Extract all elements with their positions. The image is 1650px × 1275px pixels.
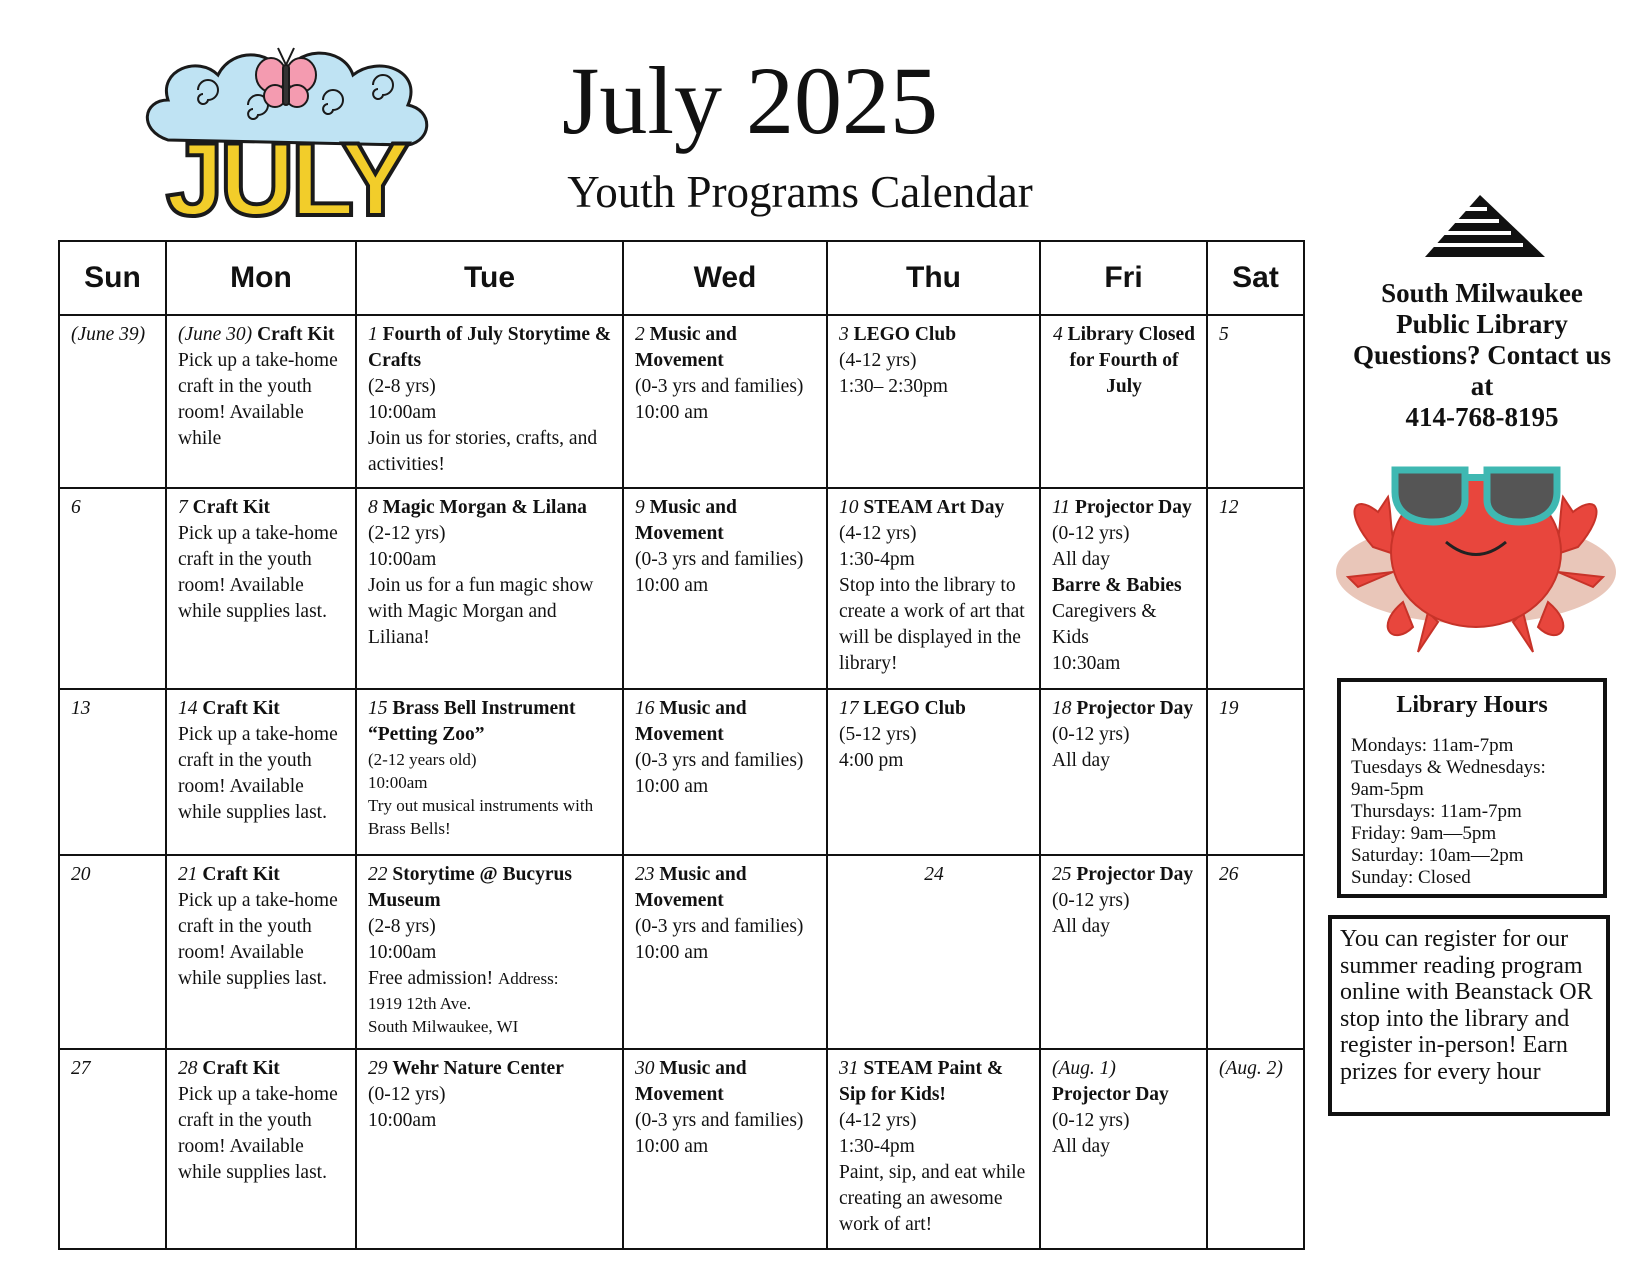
- weekday-header: Mon: [166, 241, 356, 315]
- day-cell: [623, 689, 827, 855]
- crab-with-sunglasses-icon: [1333, 452, 1618, 657]
- day-cell-content: [624, 489, 826, 603]
- day-cell-content: [1041, 1050, 1206, 1164]
- day-cell-content: [60, 856, 165, 892]
- day-cell: [623, 855, 827, 1049]
- day-cell: [59, 315, 166, 488]
- day-cell: [356, 488, 623, 688]
- program-detail: 10:00 am: [635, 1135, 709, 1157]
- page-subtitle: Youth Programs Calendar: [567, 167, 1033, 217]
- program-title: Fourth of July Storytime & Crafts: [368, 324, 612, 371]
- hours-line: Friday: 9am—5pm: [1351, 823, 1497, 844]
- program-detail: (0-12 yrs): [1052, 523, 1130, 545]
- day-number: 12: [1219, 497, 1239, 519]
- day-cell: [356, 855, 623, 1049]
- day-number: 1: [368, 324, 378, 345]
- day-number: 22: [368, 863, 388, 885]
- day-cell: [59, 1049, 166, 1249]
- program-detail: Join us for a fun magic show with Magic Morgan and Liliana!: [368, 575, 594, 649]
- day-heading: [1052, 862, 1196, 888]
- day-number: (Aug. 2): [1219, 1057, 1283, 1079]
- day-cell-content: [1041, 856, 1206, 944]
- program-detail: (0-12 yrs): [1052, 889, 1130, 911]
- day-cell: [356, 315, 623, 488]
- day-cell-content: [624, 856, 826, 970]
- program-title: Projector Day: [1076, 863, 1194, 885]
- day-heading: [1052, 495, 1196, 521]
- day-cell-content: [1041, 316, 1206, 404]
- weekday-header: Tue: [356, 241, 623, 315]
- day-heading: [1219, 322, 1293, 348]
- day-cell-content: [357, 1050, 622, 1138]
- program-detail: Stop into the library to create a work of art that will be displayed in the library!: [839, 575, 1025, 675]
- week-row: [59, 315, 1304, 488]
- day-number: (Aug. 1): [1052, 1057, 1116, 1079]
- program-detail: Pick up a take-home craft in the youth room! Available while supplies last.: [178, 889, 338, 989]
- day-heading: [368, 495, 612, 521]
- program-detail: (0-3 yrs and families): [635, 1109, 804, 1131]
- day-heading: [635, 862, 816, 914]
- day-cell-content: [1208, 1050, 1303, 1086]
- week-row: [59, 488, 1304, 688]
- program-detail: 10:30am: [1052, 653, 1121, 675]
- day-cell: [623, 315, 827, 488]
- day-number: 29: [368, 1057, 388, 1079]
- day-number: 10: [839, 497, 859, 519]
- day-cell-content: [624, 316, 826, 430]
- day-cell-content: [1208, 856, 1303, 892]
- hours-title: Library Hours: [1396, 692, 1548, 718]
- program-detail: 1:30-4pm: [839, 549, 915, 571]
- day-number: 15: [368, 697, 388, 719]
- day-cell: [1207, 1049, 1304, 1249]
- day-cell: [166, 315, 356, 488]
- program-detail: Try out musical instruments with Brass Bells!: [368, 795, 594, 838]
- day-heading: [1052, 696, 1196, 722]
- day-cell: [623, 488, 827, 688]
- week-row: [59, 1049, 1304, 1249]
- program-detail: (0-3 yrs and families): [635, 376, 804, 397]
- day-cell: [1207, 315, 1304, 488]
- weekday-header: Fri: [1040, 241, 1207, 315]
- library-contact-info: [1322, 278, 1642, 433]
- day-heading: [71, 322, 155, 348]
- day-cell-content: [167, 856, 355, 996]
- program-detail: 10:00 am: [635, 575, 709, 597]
- day-cell: [827, 315, 1040, 488]
- day-number: 20: [71, 863, 91, 885]
- program-detail: 10:00am: [368, 772, 428, 792]
- day-cell: [827, 1049, 1040, 1249]
- day-cell-content: [60, 1050, 165, 1086]
- program-detail: (2-8 yrs): [368, 376, 436, 397]
- day-cell: [1207, 855, 1304, 1049]
- program-title: Barre & Babies: [1052, 575, 1182, 597]
- day-heading: [71, 1056, 155, 1082]
- day-heading: [71, 495, 155, 521]
- program-title: Music and Movement: [635, 324, 737, 371]
- day-cell-content: [828, 856, 1039, 892]
- day-cell: [59, 855, 166, 1049]
- day-cell: [827, 689, 1040, 855]
- day-cell-content: [60, 316, 165, 352]
- day-heading: [839, 322, 1029, 348]
- program-detail: 4:00 pm: [839, 749, 904, 771]
- program-detail: 10:00am: [368, 1109, 437, 1131]
- hours-line: Saturday: 10am—2pm: [1351, 845, 1524, 866]
- hours-line: Tuesdays & Wednesdays:: [1351, 757, 1546, 778]
- day-cell-content: [167, 316, 355, 456]
- day-cell: [59, 689, 166, 855]
- day-cell-content: [167, 690, 355, 830]
- day-cell-content: [1208, 690, 1303, 726]
- program-detail: Pick up a take-home craft in the youth room! Available while supplies last.: [178, 1083, 338, 1183]
- library-name-line: Public Library: [1396, 309, 1568, 339]
- day-cell: [1040, 315, 1207, 488]
- day-number: 31: [839, 1057, 859, 1079]
- day-number: 21: [178, 863, 198, 885]
- day-cell: [1207, 488, 1304, 688]
- program-detail: All day: [1052, 549, 1110, 571]
- day-cell-content: [828, 690, 1039, 778]
- program-detail: Caregivers & Kids: [1052, 601, 1157, 649]
- day-number: 6: [71, 497, 81, 519]
- day-heading: [1052, 322, 1196, 400]
- phone-number: 414-768-8195: [1405, 402, 1559, 432]
- day-cell: [166, 689, 356, 855]
- day-heading: [1219, 1056, 1293, 1082]
- program-detail: (0-12 yrs): [368, 1083, 446, 1105]
- program-title: Craft Kit: [257, 324, 335, 345]
- hours-line: Thursdays: 11am-7pm: [1351, 801, 1522, 822]
- weekday-header: Wed: [623, 241, 827, 315]
- program-title: Projector Day: [1074, 497, 1192, 519]
- day-heading: [368, 322, 612, 374]
- program-title: Storytime @ Bucyrus Museum: [368, 863, 572, 911]
- program-detail: (4-12 yrs): [839, 523, 917, 545]
- day-cell: [166, 1049, 356, 1249]
- day-cell-content: [1041, 489, 1206, 681]
- program-title: Magic Morgan & Lilana: [382, 497, 587, 519]
- hours-line: Sunday: Closed: [1351, 867, 1471, 888]
- library-name-line: South Milwaukee: [1381, 278, 1583, 308]
- july-clipart-logo: [138, 30, 438, 230]
- library-hours-box: [1337, 678, 1607, 898]
- day-cell: [166, 855, 356, 1049]
- day-number: 27: [71, 1057, 91, 1079]
- hours-line: Mondays: 11am-7pm: [1351, 735, 1514, 756]
- program-detail: 10:00am: [368, 549, 437, 571]
- day-cell: [166, 488, 356, 688]
- day-heading: [178, 495, 345, 521]
- day-cell: [1040, 689, 1207, 855]
- day-cell: [356, 689, 623, 855]
- day-heading: [71, 696, 155, 722]
- program-detail: 10:00am: [368, 402, 437, 423]
- day-cell-content: [624, 690, 826, 804]
- day-number: 9: [635, 497, 645, 519]
- day-cell-content: [167, 489, 355, 629]
- library-logo-icon: [1425, 195, 1545, 263]
- program-detail: 1:30-4pm: [839, 1135, 915, 1157]
- day-number: 30: [635, 1057, 655, 1079]
- program-title: Music and Movement: [635, 697, 747, 745]
- program-detail: (0-3 yrs and families): [635, 749, 804, 771]
- day-cell: [59, 488, 166, 688]
- day-heading: [368, 1056, 612, 1082]
- day-number: 25: [1052, 863, 1072, 885]
- day-cell-content: [828, 1050, 1039, 1242]
- contact-line: at: [1470, 371, 1494, 401]
- day-cell-content: [60, 489, 165, 525]
- day-cell-content: [828, 316, 1039, 404]
- day-cell: [1040, 855, 1207, 1049]
- contact-line: Questions? Contact us: [1352, 340, 1612, 370]
- weekday-header-row: [59, 241, 1304, 315]
- day-cell: [1207, 689, 1304, 855]
- day-number: (June 39): [71, 324, 146, 345]
- day-cell-content: [1208, 489, 1303, 525]
- day-heading: [1219, 495, 1293, 521]
- day-heading: [839, 862, 1029, 888]
- day-cell-content: [1041, 690, 1206, 778]
- day-number: 8: [368, 497, 378, 519]
- day-heading: [839, 495, 1029, 521]
- day-number: 11: [1052, 497, 1071, 519]
- day-cell-content: [1208, 316, 1303, 352]
- program-detail: 10:00am: [368, 941, 437, 963]
- week-row: [59, 689, 1304, 855]
- program-title: Craft Kit: [202, 863, 280, 885]
- day-cell: [1040, 1049, 1207, 1249]
- day-number: 2: [635, 324, 645, 345]
- program-detail: (5-12 yrs): [839, 723, 917, 745]
- program-title: Music and Movement: [635, 863, 747, 911]
- day-number: 3: [839, 324, 849, 345]
- program-detail: Paint, sip, and eat while creating an awesome work of art!: [839, 1161, 1026, 1235]
- hours-line: 9am-5pm: [1351, 779, 1424, 800]
- program-title: LEGO Club: [853, 324, 957, 345]
- program-detail-text: Free admission!: [368, 967, 494, 989]
- day-number: 13: [71, 697, 91, 719]
- program-detail: [368, 966, 612, 992]
- registration-info-box: [1328, 915, 1610, 1116]
- day-cell: [356, 1049, 623, 1249]
- day-heading: [635, 322, 816, 374]
- program-title: Projector Day: [1052, 1083, 1169, 1105]
- program-detail: (2-8 yrs): [368, 915, 436, 937]
- day-heading: [71, 862, 155, 888]
- day-number: 14: [178, 697, 198, 719]
- day-heading: [178, 862, 345, 888]
- day-heading: [839, 696, 1029, 722]
- program-detail: South Milwaukee, WI: [368, 1016, 519, 1036]
- day-heading: [1219, 862, 1293, 888]
- day-heading: [635, 696, 816, 748]
- day-number: 16: [635, 697, 655, 719]
- day-heading: [635, 495, 816, 547]
- day-heading: [368, 862, 612, 914]
- program-detail: Pick up a take-home craft in the youth room! Available while: [178, 350, 338, 449]
- program-title: Brass Bell Instrument “Petting Zoo”: [368, 697, 576, 745]
- registration-text: You can register for our summer reading program online with Beanstack OR stop into the library and register in-person! Earn prizes for every hour: [1340, 926, 1593, 1085]
- day-heading: [1052, 1056, 1196, 1082]
- day-number: 26: [1219, 863, 1239, 885]
- program-title: Projector Day: [1076, 697, 1194, 719]
- page-title: July 2025: [561, 47, 939, 154]
- day-cell: [827, 488, 1040, 688]
- logo-word: JULY: [165, 122, 407, 230]
- day-number: 24: [924, 863, 944, 885]
- program-detail-text: Address:: [497, 968, 559, 988]
- day-cell-content: [357, 316, 622, 482]
- weekday-header: Sat: [1207, 241, 1304, 315]
- day-number: 28: [178, 1057, 198, 1079]
- program-title: STEAM Art Day: [863, 497, 1005, 519]
- calendar-grid: [58, 240, 1305, 1250]
- program-detail: All day: [1052, 1135, 1110, 1157]
- day-number: 23: [635, 863, 655, 885]
- day-cell-content: [357, 489, 622, 655]
- day-heading: [178, 1056, 345, 1082]
- program-title: Wehr Nature Center: [392, 1057, 564, 1079]
- program-detail: (4-12 yrs): [839, 350, 917, 371]
- program-title: Craft Kit: [202, 1057, 280, 1079]
- day-heading: [635, 1056, 816, 1108]
- week-row: [59, 855, 1304, 1049]
- day-cell: [827, 855, 1040, 1049]
- program-detail: (2-12 yrs): [368, 523, 446, 545]
- day-heading: [368, 696, 612, 748]
- program-detail: All day: [1052, 915, 1110, 937]
- day-cell-content: [828, 489, 1039, 681]
- program-detail: (0-12 yrs): [1052, 1109, 1130, 1131]
- program-detail: 10:00 am: [635, 775, 709, 797]
- program-title: Craft Kit: [202, 697, 280, 719]
- program-detail: (0-3 yrs and families): [635, 915, 804, 937]
- day-number: 18: [1052, 697, 1072, 719]
- day-number: 17: [839, 697, 859, 719]
- day-heading: [178, 696, 345, 722]
- day-heading: [839, 1056, 1029, 1108]
- day-cell-content: [60, 690, 165, 726]
- program-detail: 10:00 am: [635, 941, 709, 963]
- day-cell-content: [357, 856, 622, 1042]
- program-detail: 1919 12th Ave.: [368, 993, 472, 1013]
- program-detail: (0-3 yrs and families): [635, 549, 804, 571]
- program-title: Library Closed for Fourth of July: [1067, 324, 1195, 397]
- program-detail: (2-12 years old): [368, 749, 477, 769]
- day-cell: [623, 1049, 827, 1249]
- program-detail: 10:00 am: [635, 402, 709, 423]
- day-number: 19: [1219, 697, 1239, 719]
- program-detail: Pick up a take-home craft in the youth room! Available while supplies last.: [178, 723, 338, 823]
- program-title: STEAM Paint & Sip for Kids!: [839, 1057, 1004, 1105]
- day-heading: [178, 322, 345, 348]
- day-number: 5: [1219, 324, 1229, 345]
- day-cell-content: [167, 1050, 355, 1190]
- program-detail: (4-12 yrs): [839, 1109, 917, 1131]
- day-number: 4: [1053, 324, 1063, 345]
- weekday-header: Sun: [59, 241, 166, 315]
- program-title: LEGO Club: [863, 697, 966, 719]
- day-number: 7: [178, 497, 188, 519]
- weekday-header: Thu: [827, 241, 1040, 315]
- program-detail: Pick up a take-home craft in the youth room! Available while supplies last.: [178, 523, 338, 623]
- day-number: (June 30): [178, 324, 253, 345]
- program-detail: Join us for stories, crafts, and activities!: [368, 428, 598, 475]
- day-cell-content: [624, 1050, 826, 1164]
- day-cell-content: [357, 690, 622, 844]
- program-detail: All day: [1052, 749, 1110, 771]
- program-title: Music and Movement: [635, 497, 737, 545]
- program-detail: 1:30– 2:30pm: [839, 376, 948, 397]
- program-detail: (0-12 yrs): [1052, 723, 1130, 745]
- day-heading: [1219, 696, 1293, 722]
- program-title: Music and Movement: [635, 1057, 747, 1105]
- day-cell: [1040, 488, 1207, 688]
- program-title: Craft Kit: [192, 497, 271, 519]
